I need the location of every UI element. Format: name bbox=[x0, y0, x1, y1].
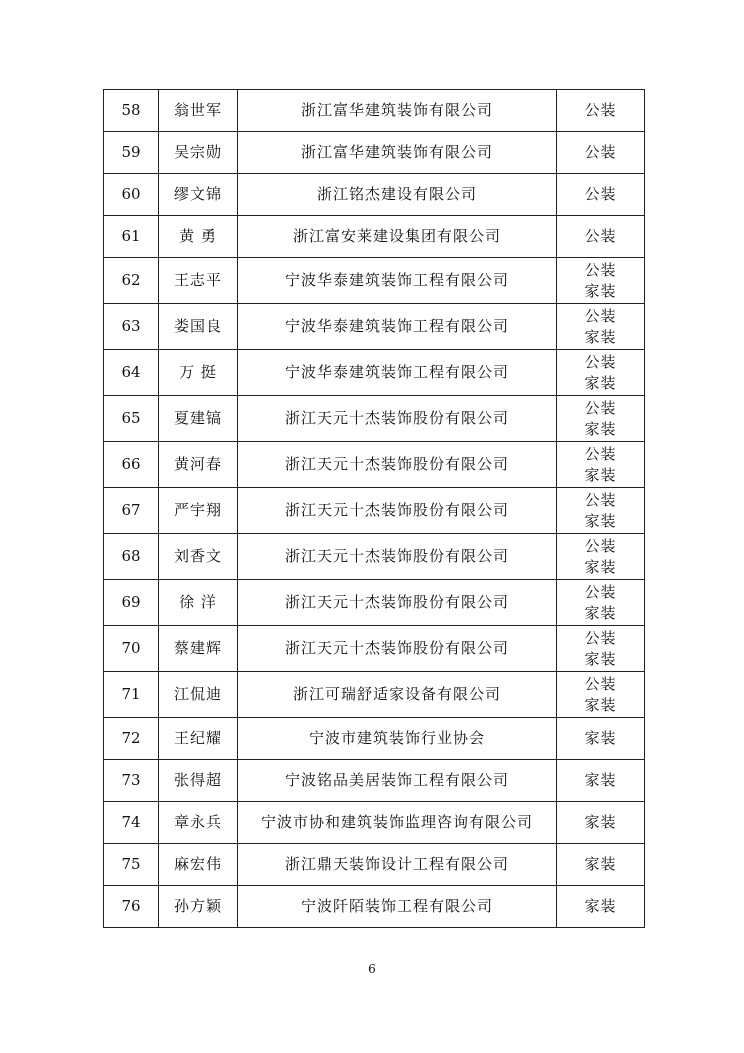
name-cell: 黄 勇 bbox=[159, 216, 238, 258]
category-label: 公装 bbox=[584, 444, 617, 463]
category-label: 公装 bbox=[584, 185, 617, 203]
name-cell: 翁世军 bbox=[159, 90, 238, 132]
category-label: 公装 bbox=[584, 101, 617, 119]
company-cell: 浙江富华建筑装饰有限公司 bbox=[238, 90, 557, 132]
table-row bbox=[104, 174, 645, 216]
table-row bbox=[104, 718, 645, 760]
table-row bbox=[104, 802, 645, 844]
category-label: 公装 bbox=[584, 260, 617, 279]
category-cell bbox=[557, 580, 645, 626]
table-row bbox=[104, 132, 645, 174]
name-cell: 孙方颖 bbox=[159, 886, 238, 928]
company-cell: 浙江天元十杰装饰股份有限公司 bbox=[238, 580, 557, 626]
row-number-cell: 74 bbox=[104, 802, 159, 844]
category-cell bbox=[557, 396, 645, 442]
category-cell bbox=[557, 442, 645, 488]
category-label: 家装 bbox=[584, 327, 617, 346]
category-cell bbox=[557, 258, 645, 304]
row-number-cell: 71 bbox=[104, 672, 159, 718]
category-label: 家装 bbox=[584, 281, 617, 300]
name-cell: 王志平 bbox=[159, 258, 238, 304]
category-label: 公装 bbox=[584, 398, 617, 417]
row-number-cell: 72 bbox=[104, 718, 159, 760]
name-cell: 万 挺 bbox=[159, 350, 238, 396]
company-cell: 宁波阡陌装饰工程有限公司 bbox=[238, 886, 557, 928]
table-row bbox=[104, 258, 645, 304]
row-number-cell: 64 bbox=[104, 350, 159, 396]
category-label: 家装 bbox=[584, 729, 617, 747]
category-label: 家装 bbox=[584, 855, 617, 873]
name-cell: 蔡建辉 bbox=[159, 626, 238, 672]
company-cell: 宁波华泰建筑装饰工程有限公司 bbox=[238, 304, 557, 350]
category-cell bbox=[557, 886, 645, 928]
table-row bbox=[104, 350, 645, 396]
row-number-cell: 61 bbox=[104, 216, 159, 258]
table-row bbox=[104, 844, 645, 886]
category-cell bbox=[557, 534, 645, 580]
name-cell: 张得超 bbox=[159, 760, 238, 802]
table-row bbox=[104, 304, 645, 350]
name-cell: 吴宗勋 bbox=[159, 132, 238, 174]
category-cell bbox=[557, 802, 645, 844]
name-cell: 黄河春 bbox=[159, 442, 238, 488]
company-cell: 浙江天元十杰装饰股份有限公司 bbox=[238, 442, 557, 488]
category-label: 公装 bbox=[584, 582, 617, 601]
category-label: 家装 bbox=[584, 603, 617, 622]
row-number-cell: 68 bbox=[104, 534, 159, 580]
category-label: 家装 bbox=[584, 771, 617, 789]
name-cell: 严宇翔 bbox=[159, 488, 238, 534]
category-label: 公装 bbox=[584, 674, 617, 693]
company-cell: 浙江鼎天装饰设计工程有限公司 bbox=[238, 844, 557, 886]
category-cell bbox=[557, 844, 645, 886]
company-cell: 宁波市协和建筑装饰监理咨询有限公司 bbox=[238, 802, 557, 844]
row-number-cell: 58 bbox=[104, 90, 159, 132]
category-cell bbox=[557, 132, 645, 174]
row-number-cell: 63 bbox=[104, 304, 159, 350]
category-label: 家装 bbox=[584, 897, 617, 915]
company-cell: 浙江富华建筑装饰有限公司 bbox=[238, 132, 557, 174]
company-cell: 宁波铭品美居装饰工程有限公司 bbox=[238, 760, 557, 802]
row-number-cell: 66 bbox=[104, 442, 159, 488]
name-cell: 麻宏伟 bbox=[159, 844, 238, 886]
row-number-cell: 67 bbox=[104, 488, 159, 534]
company-cell: 宁波华泰建筑装饰工程有限公司 bbox=[238, 350, 557, 396]
row-number-cell: 62 bbox=[104, 258, 159, 304]
page-number: 6 bbox=[368, 962, 376, 976]
company-cell: 宁波市建筑装饰行业协会 bbox=[238, 718, 557, 760]
row-number-cell: 75 bbox=[104, 844, 159, 886]
category-cell bbox=[557, 760, 645, 802]
table-row bbox=[104, 442, 645, 488]
name-cell: 江侃迪 bbox=[159, 672, 238, 718]
name-cell: 娄国良 bbox=[159, 304, 238, 350]
table-row bbox=[104, 534, 645, 580]
company-cell: 浙江天元十杰装饰股份有限公司 bbox=[238, 534, 557, 580]
category-cell bbox=[557, 626, 645, 672]
roster-table bbox=[103, 89, 645, 928]
category-cell bbox=[557, 350, 645, 396]
category-label: 家装 bbox=[584, 557, 617, 576]
row-number-cell: 76 bbox=[104, 886, 159, 928]
category-cell bbox=[557, 718, 645, 760]
row-number-cell: 65 bbox=[104, 396, 159, 442]
category-cell bbox=[557, 488, 645, 534]
category-label: 家装 bbox=[584, 695, 617, 714]
category-cell bbox=[557, 90, 645, 132]
category-label: 家装 bbox=[584, 465, 617, 484]
category-label: 公装 bbox=[584, 143, 617, 161]
table-row bbox=[104, 488, 645, 534]
category-cell bbox=[557, 304, 645, 350]
name-cell: 夏建镐 bbox=[159, 396, 238, 442]
row-number-cell: 59 bbox=[104, 132, 159, 174]
category-label: 公装 bbox=[584, 352, 617, 371]
row-number-cell: 69 bbox=[104, 580, 159, 626]
name-cell: 刘香文 bbox=[159, 534, 238, 580]
category-label: 家装 bbox=[584, 511, 617, 530]
table-row bbox=[104, 672, 645, 718]
table-row bbox=[104, 886, 645, 928]
name-cell: 徐 洋 bbox=[159, 580, 238, 626]
category-label: 家装 bbox=[584, 373, 617, 392]
category-label: 公装 bbox=[584, 536, 617, 555]
table-row bbox=[104, 396, 645, 442]
name-cell: 章永兵 bbox=[159, 802, 238, 844]
table-row bbox=[104, 626, 645, 672]
category-cell bbox=[557, 174, 645, 216]
company-cell: 浙江铭杰建设有限公司 bbox=[238, 174, 557, 216]
table-row bbox=[104, 216, 645, 258]
category-label: 公装 bbox=[584, 490, 617, 509]
table-row bbox=[104, 580, 645, 626]
row-number-cell: 70 bbox=[104, 626, 159, 672]
company-cell: 浙江天元十杰装饰股份有限公司 bbox=[238, 626, 557, 672]
roster-table-body bbox=[104, 90, 645, 928]
company-cell: 宁波华泰建筑装饰工程有限公司 bbox=[238, 258, 557, 304]
category-label: 公装 bbox=[584, 628, 617, 647]
table-row bbox=[104, 90, 645, 132]
company-cell: 浙江可瑞舒适家设备有限公司 bbox=[238, 672, 557, 718]
category-label: 家装 bbox=[584, 649, 617, 668]
category-cell bbox=[557, 672, 645, 718]
category-label: 家装 bbox=[584, 419, 617, 438]
row-number-cell: 60 bbox=[104, 174, 159, 216]
category-label: 家装 bbox=[584, 813, 617, 831]
category-label: 公装 bbox=[584, 306, 617, 325]
table-row bbox=[104, 760, 645, 802]
category-cell bbox=[557, 216, 645, 258]
row-number-cell: 73 bbox=[104, 760, 159, 802]
name-cell: 王纪耀 bbox=[159, 718, 238, 760]
name-cell: 缪文锦 bbox=[159, 174, 238, 216]
company-cell: 浙江天元十杰装饰股份有限公司 bbox=[238, 396, 557, 442]
category-label: 公装 bbox=[584, 227, 617, 245]
company-cell: 浙江天元十杰装饰股份有限公司 bbox=[238, 488, 557, 534]
company-cell: 浙江富安莱建设集团有限公司 bbox=[238, 216, 557, 258]
